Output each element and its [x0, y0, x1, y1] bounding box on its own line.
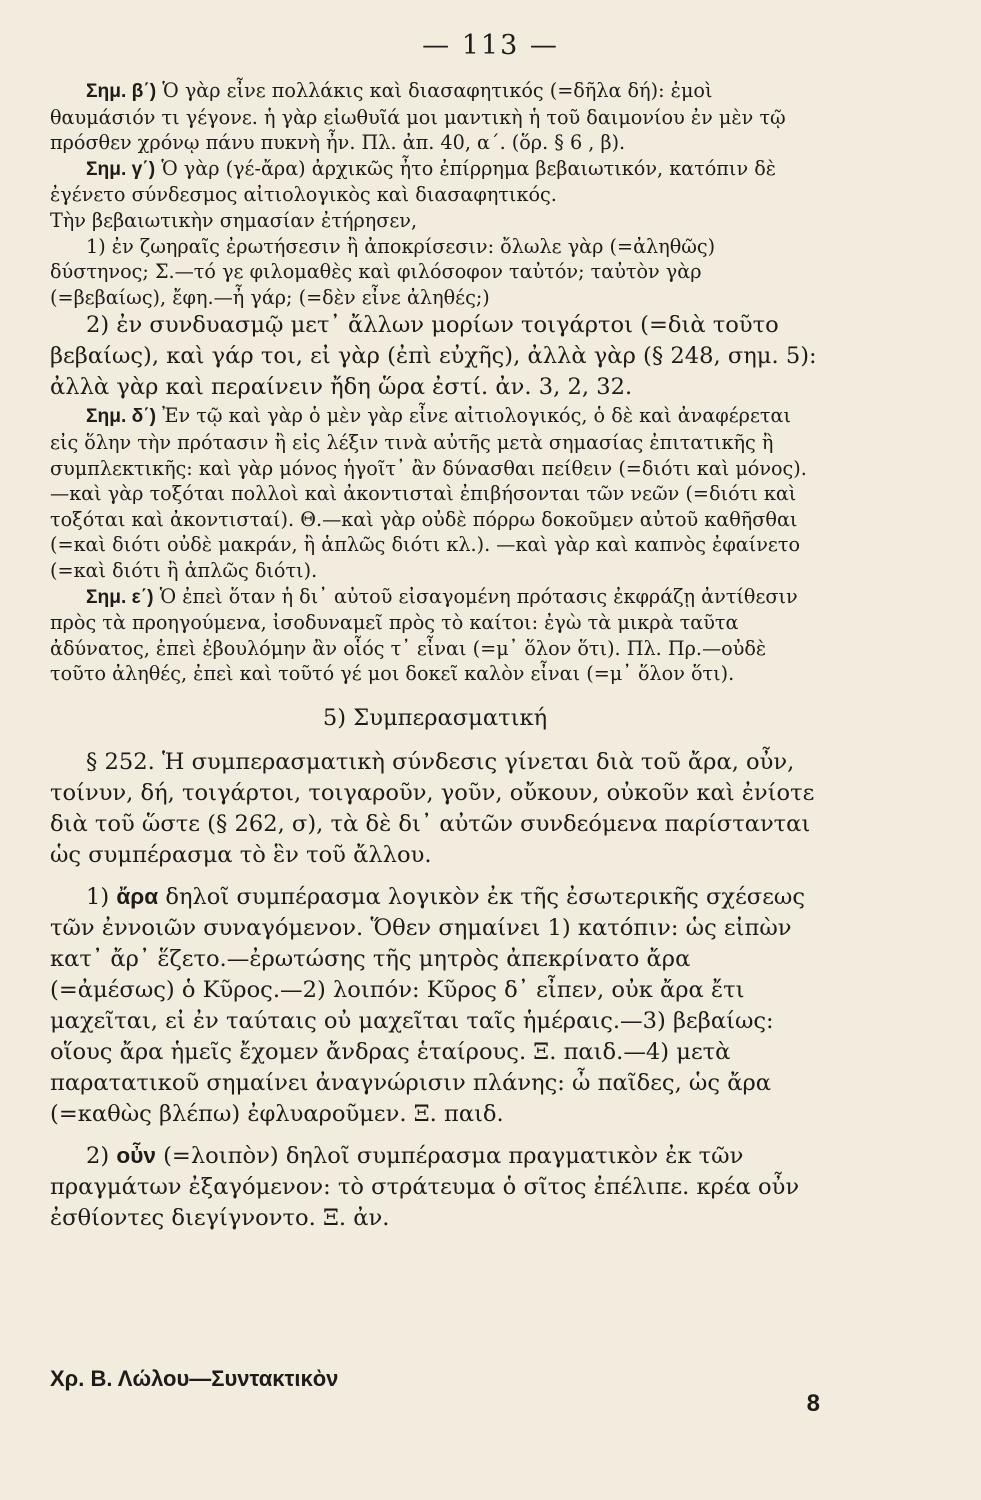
note-d-text: Ἐν τῷ καὶ γὰρ ὁ μὲν γὰρ εἶνε αἰτιολογικός, ὁ δὲ καὶ ἀναφέρεται εἰς ὅλην τὴν πρότασιν ἢ εἰς λέξιν τινὰ αὐτῆς μετὰ σημασίας ἐπιτατικῆς ἢ συμπλεκτικῆς: καὶ γὰρ μόνος ἡγοῖτ᾽ ἂν δύνασθαι πείθειν (=διότι καὶ μόνος).—καὶ γὰρ τοξόται πολλοὶ καὶ ἀκοντισταὶ ἐπιβήσονται τῶν νεῶν (=διότι καὶ τοξόται καὶ ἀκοντισταί). Θ.—καὶ γὰρ οὐδὲ πόρρω δοκοῦμεν αὐτοῦ καθῆσθαι (=καὶ διότι οὐδὲ μακράν, ἢ ἁπλῶς διότι κλ.). —καὶ γὰρ καὶ καπνὸς ἐφαίνετο (=καὶ διότι ἢ ἁπλῶς διότι). [50, 404, 807, 582]
note-d [50, 403, 820, 583]
page-number: — 113 — [422, 30, 559, 61]
item-oun-number: 2) [86, 1142, 110, 1169]
page-body [50, 78, 820, 1234]
page-footer [50, 1366, 820, 1417]
note-g [50, 156, 820, 208]
section-heading: 5) Συμπερασματική [322, 704, 548, 731]
item-ara [50, 881, 820, 1130]
item-oun-term: οὖν [116, 1142, 156, 1168]
item-ara-term: ἄρα [116, 883, 159, 909]
note-b [50, 78, 820, 156]
note-g-text: Ὁ γὰρ (γέ-ἄρα) ἀρχικῶς ἦτο ἐπίρρημα βεβαιωτικόν, κατόπιν δὲ ἐγένετο σύνδεσμος αἰτιολογικὸς καὶ διασαφητικός. [50, 156, 777, 207]
paragraph-252: § 252. Ἡ συμπερασματικὴ σύνδεσις γίνεται διὰ τοῦ ἄρα, οὖν, τοίνυν, δή, τοιγάρτοι, τοιγαροῦν, γοῦν, οὔκουν, οὐκοῦν καὶ ἐνίοτε διὰ τοῦ ὥστε (§ 262, σ), τὰ δὲ δι᾽ αὐτῶν συνδεόμενα παρίστανται ὡς συμπέρασμα τὸ ἓν τοῦ ἄλλου. [50, 748, 815, 868]
note-e [50, 584, 820, 687]
item-oun-text: (=λοιπὸν) δηλοῖ συμπέρασμα πραγματικὸν ἐκ τῶν πραγμάτων ἐξαγόμενον: τὸ στράτευμα ὁ σῖτος ἐπέλιπε. κρέα οὖν ἐσθίοντες διεγίγνοντο. Ξ. ἀν. [50, 1142, 800, 1231]
note-b-label: Σημ. β΄) [86, 81, 157, 102]
note-g-point-2: 2) ἐν συνδυασμῷ μετ᾽ ἄλλων μορίων τοιγάρτοι (=διὰ τοῦτο βεβαίως), καὶ γάρ τοι, εἰ γὰρ (ἐπὶ εὐχῆς), ἀλλὰ γὰρ (§ 248, σημ. 5): ἀλλὰ γὰρ καὶ περαίνειν ἤδη ὥρα ἐστί. ἀν. 3, 2, 32. [50, 312, 817, 401]
note-e-text: Ὁ ἐπεὶ ὅταν ἡ δι᾽ αὐτοῦ εἰσαγομένη πρότασις ἐκφράζῃ ἀντίθεσιν πρὸς τὰ προηγούμενα, ἰσοδυναμεῖ πρὸς τὸ καίτοι: ἐγὼ τὰ μικρὰ ταῦτα ἀδύνατος, ἐπεὶ ἐβουλόμην ἂν οἷός τ᾽ εἶναι (=μ᾽ ὅλον ὅτι). Πλ. Πρ.—οὐδὲ τοῦτο ἀληθές, ἐπεὶ καὶ τοῦτό γέ μοι δοκεῖ καλὸν εἶναι (=μ᾽ ὅλον ὅτι). [50, 584, 798, 686]
signature-mark: 8 [806, 1390, 820, 1417]
footer-book-title: Χρ. Β. Λώλου—Συντακτικὸν [50, 1366, 339, 1391]
note-g-label: Σημ. γ΄) [86, 158, 156, 180]
item-ara-text: δηλοῖ συμπέρασμα λογικὸν ἐκ τῆς ἐσωτερικῆς σχέσεως τῶν ἐννοιῶν συναγόμενον. Ὅθεν σημαίνει 1) κατόπιν: ὡς εἰπὼν κατ᾽ ἄρ᾽ ἕζετο.—ἐρωτώσης τῆς μητρὸς ἀπεκρίνατο ἄρα (=ἀμέσως) ὁ Κῦρος.—2) λοιπόν: Κῦρος δ᾽ εἶπεν, οὐκ ἄρα ἔτι μαχεῖται, εἰ ἐν ταύταις οὐ μαχεῖται ταῖς ἡμέραις.—3) βεβαίως: οἵους ἄρα ἡμεῖς ἔχομεν ἄνδρας ἑταίρους. Ξ. παιδ.—4) μετὰ παρατατικοῦ σημαίνει ἀναγνώρισιν πλάνης: ὦ παῖδες, ὡς ἄρα (=καθὼς βλέπω) ἐφλυαροῦμεν. Ξ. παιδ. [50, 883, 805, 1127]
item-oun [50, 1140, 820, 1234]
note-d-label: Σημ. δ΄) [86, 406, 157, 428]
item-ara-number: 1) [86, 883, 110, 910]
note-b-text: Ὁ γὰρ εἶνε πολλάκις καὶ διασαφητικός (=δῆλα δή): ἐμοὶ θαυμάσιόν τι γέγονε. ἡ γὰρ εἰωθυῖά μοι μαντικὴ ἡ τοῦ δαιμονίου ἐν μὲν τῷ πρόσθεν χρόνῳ πάνυ πυκνὴ ἦν. Πλ. ἀπ. 40, α΄. (ὅρ. § 6 , β). [50, 79, 786, 155]
note-g-point-1: 1) ἐν ζωηραῖς ἐρωτήσεσιν ἢ ἀποκρίσεσιν: ὄλωλε γὰρ (=ἀληθῶς) δύστηνος; Σ.—τό γε φιλομαθὲς καὶ φιλόσοφον ταὐτόν; ταὐτὸν γὰρ (=βεβαίως), ἔφη.—ἦ γάρ; (=δὲν εἶνε ἀληθές;) [50, 234, 716, 309]
note-g-intro: Τὴν βεβαιωτικὴν σημασίαν ἐτήρησεν, [50, 208, 418, 232]
note-e-label: Σημ. ε΄) [86, 586, 154, 608]
